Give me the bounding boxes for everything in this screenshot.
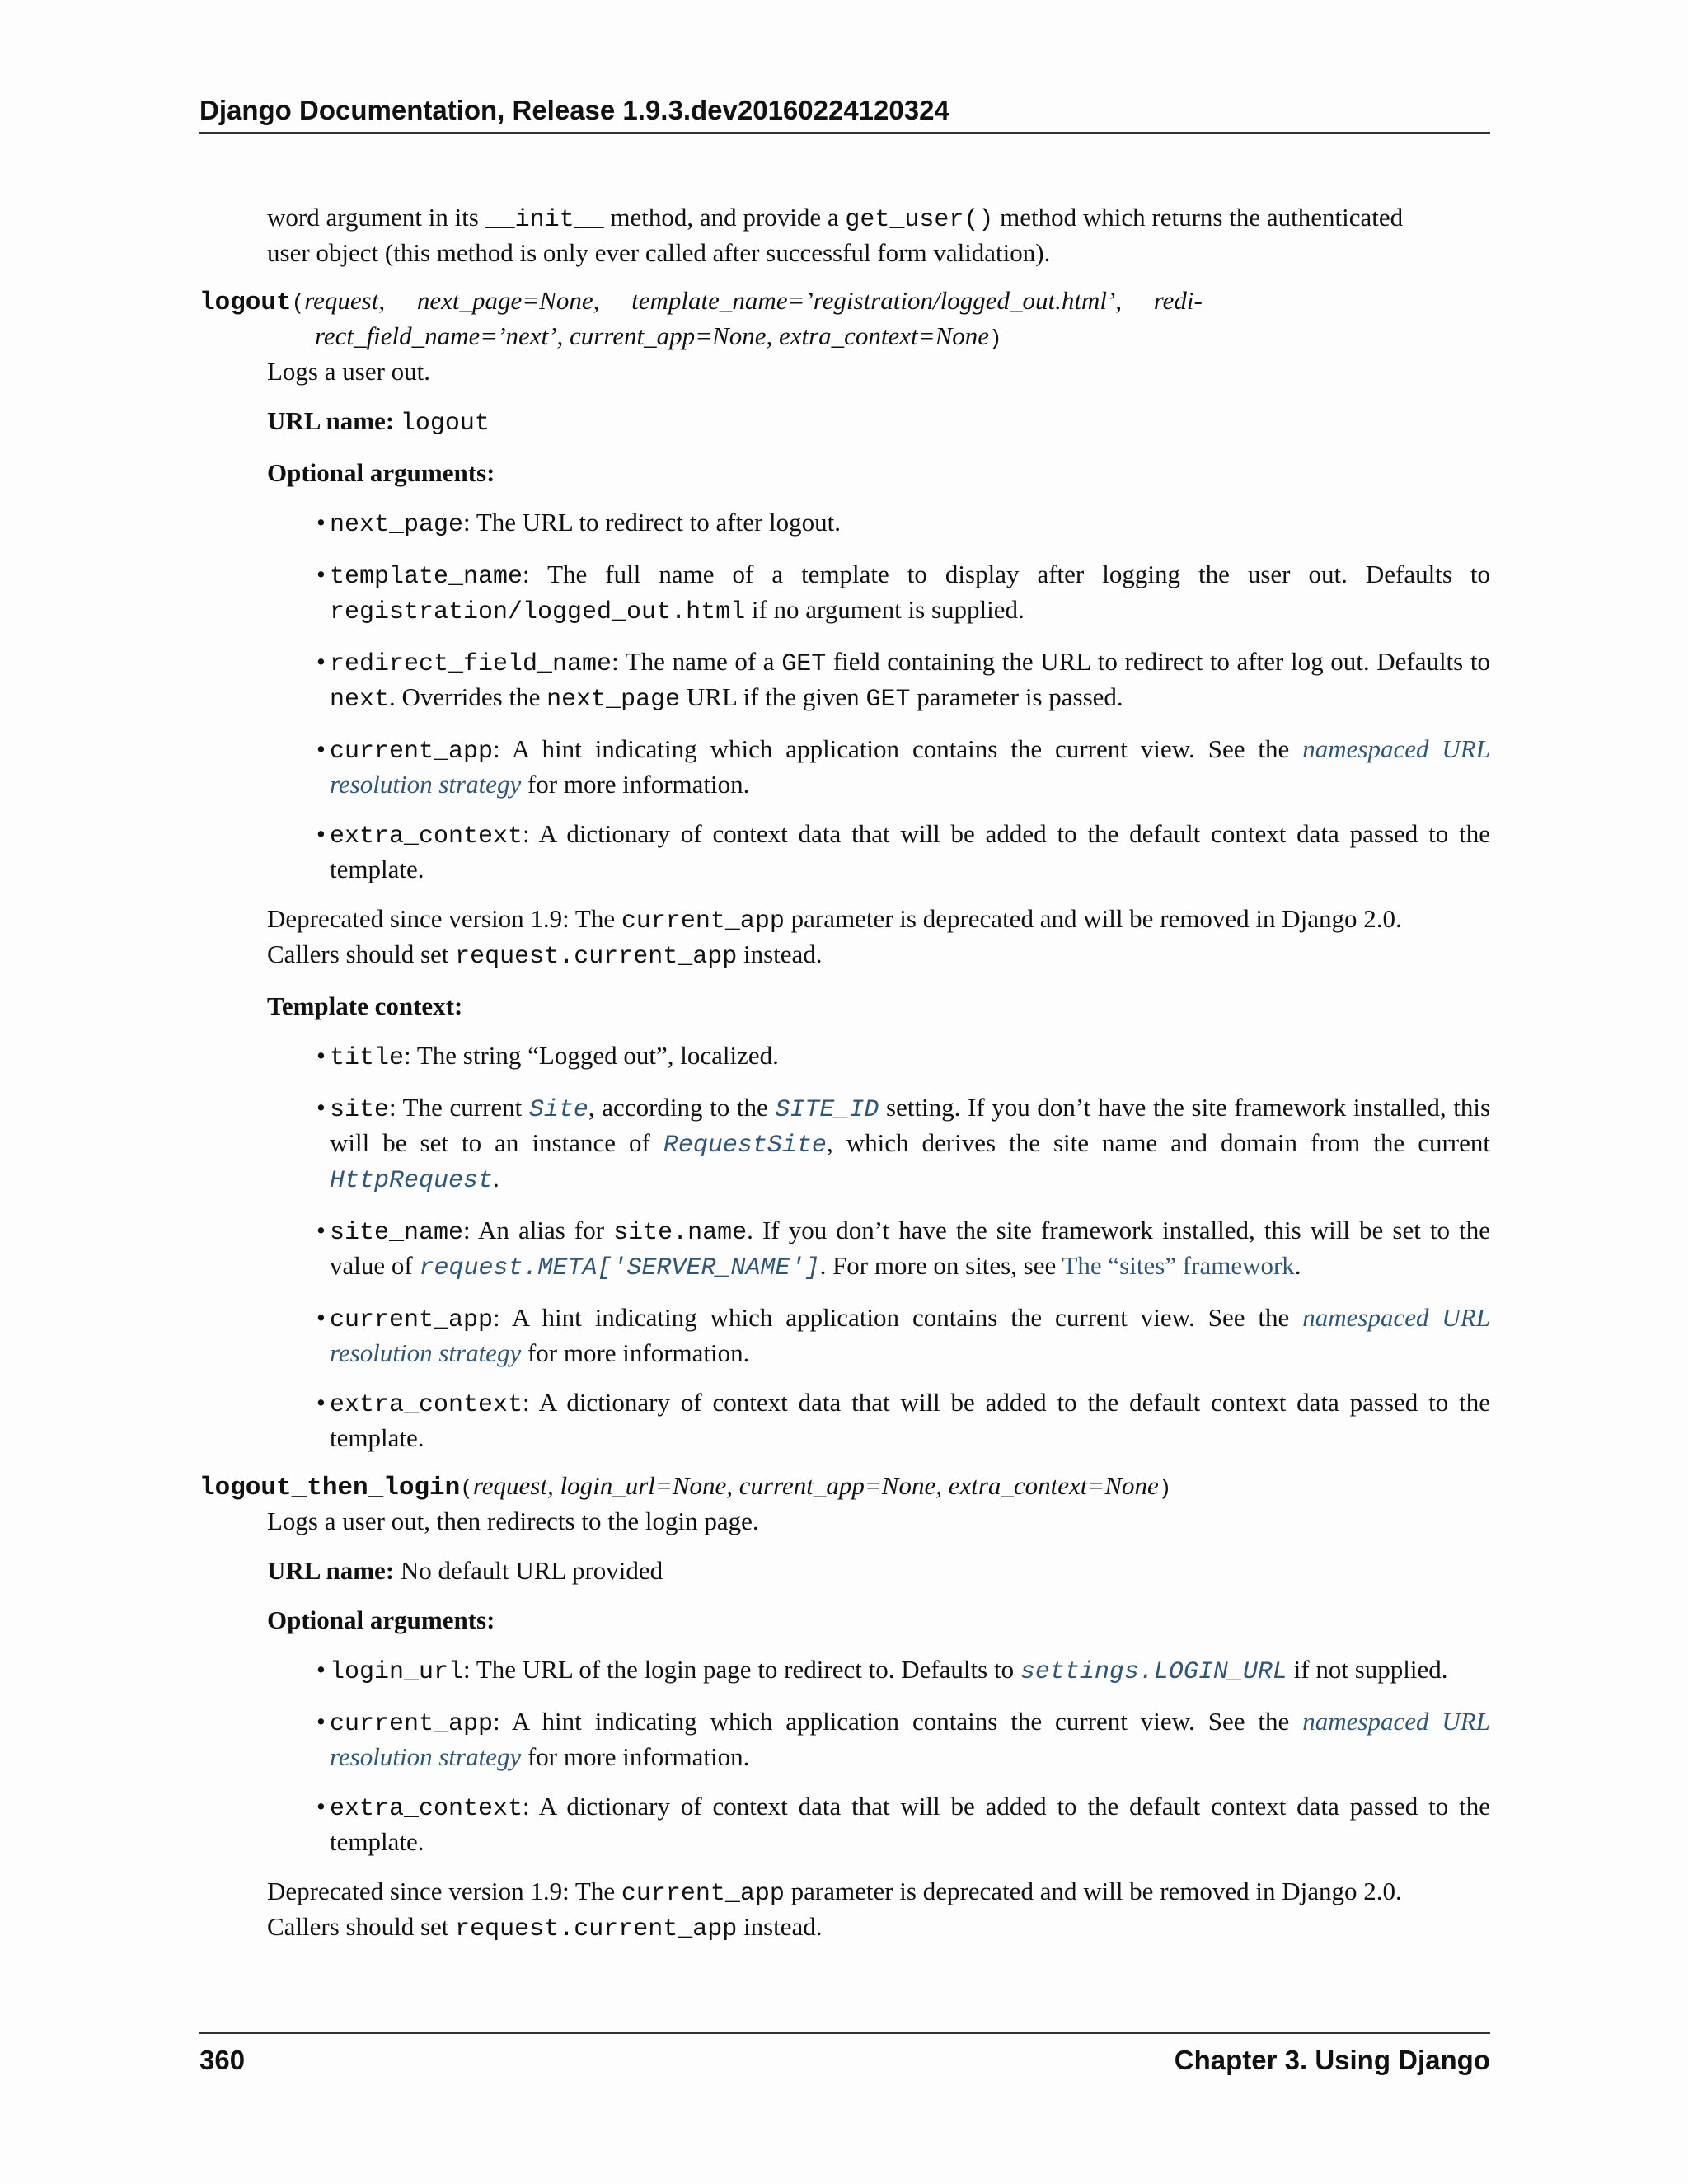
- logout-deprecation: Deprecated since version 1.9: The current_app parameter is deprecated and will be removed in Django 2.0. Callers should set request.current_app instead. Template context:: [267, 902, 1490, 1039]
- main-content: [199, 201, 1490, 1946]
- page-number: 360: [199, 2045, 246, 2075]
- function-params: request, next_page=None, template_name=’registration/logged_out.html’, redi-: [304, 286, 1203, 315]
- site-id-link[interactable]: SITE_ID: [775, 1096, 879, 1124]
- namespaced-url-link[interactable]: namespaced URL resolution strategy: [330, 1303, 1490, 1367]
- namespaced-url-link[interactable]: namespaced URL resolution strategy: [330, 734, 1490, 799]
- http-request-link[interactable]: HttpRequest: [330, 1167, 494, 1195]
- list-item: • login_url: The URL of the login page to redirect to. Defaults to settings.LOGIN_URL if not supplied.: [316, 1653, 1490, 1689]
- url-name: URL name: logout: [267, 406, 490, 438]
- namespaced-url-link[interactable]: namespaced URL resolution strategy: [330, 1707, 1490, 1771]
- list-item: • current_app: A hint indicating which application contains the current view. See the namespaced URL resolution strategy for more information.: [316, 733, 1490, 801]
- logout-then-login-signature: logout_then_login(request, login_url=None, current_app=None, extra_context=None): [199, 1471, 1172, 1502]
- optional-arguments-heading: Optional arguments:: [267, 458, 495, 487]
- logout-then-login-deprecation: Deprecated since version 1.9: The current_app parameter is deprecated and will be removed in Django 2.0. Callers should set request.current_app instead.: [267, 1877, 1402, 1943]
- template-context-heading: Template context:: [267, 991, 463, 1020]
- list-item: • current_app: A hint indicating which application contains the current view. See the namespaced URL resolution strategy for more information.: [316, 1705, 1490, 1774]
- function-name: logout_then_login: [199, 1474, 461, 1502]
- site-link[interactable]: Site: [528, 1096, 588, 1124]
- running-header: Django Documentation, Release 1.9.3.dev20160224120324: [199, 92, 1490, 134]
- list-item: • extra_context: A dictionary of context data that will be added to the default context data passed to the template.: [316, 1386, 1490, 1455]
- login-url-setting-link[interactable]: settings.LOGIN_URL: [1020, 1658, 1287, 1686]
- logout-then-login-arguments-list: [316, 1653, 1490, 1858]
- chapter-title: Chapter 3. Using Django: [1174, 2045, 1490, 2075]
- optional-arguments-heading: Optional arguments:: [267, 1605, 495, 1634]
- function-name: logout: [199, 288, 292, 317]
- list-item: • template_name: The full name of a template to display after logging the user out. Defaults to registration/logged_out.html if no argument is supplied.: [316, 558, 1490, 629]
- list-item: • current_app: A hint indicating which application contains the current view. See the namespaced URL resolution strategy for more information.: [316, 1301, 1490, 1370]
- sites-framework-link[interactable]: The “sites” framework: [1062, 1251, 1295, 1280]
- template-context-list: [316, 1039, 1490, 1455]
- intro-paragraph: word argument in its __init__ method, and provide a get_user() method which returns the authenticated user object (this method is only ever called after successful form validation).: [267, 203, 1404, 267]
- list-item: • next_page: The URL to redirect to after logout.: [316, 506, 1490, 541]
- function-params: request, login_url=None, current_app=None, extra_context=None: [472, 1471, 1159, 1500]
- list-item: • title: The string “Logged out”, localized.: [316, 1039, 1490, 1075]
- list-item: • extra_context: A dictionary of context data that will be added to the default context data passed to the template.: [316, 1790, 1490, 1858]
- list-item: • extra_context: A dictionary of context data that will be added to the default context data passed to the template.: [316, 818, 1490, 886]
- url-name: URL name: No default URL provided: [267, 1556, 663, 1585]
- logout-arguments-list: [316, 506, 1490, 886]
- logout-then-login-body: Logs a user out, then redirects to the login page. URL name: No default URL provided Optional arguments:: [267, 1505, 1490, 1653]
- list-item: • site_name: An alias for site.name. If you don’t have the site framework installed, this will be set to the value of request.META['SERVER_NAME']. For more on sites, see The “sites” framework.: [316, 1214, 1490, 1285]
- running-footer: [199, 2032, 1490, 2079]
- logout-signature: logout(request, next_page=None, template_name=’registration/logged_out.html’, redi- rect_field_name=’next’, current_app=None, extra_context=None): [199, 286, 1203, 351]
- logout-body: [267, 355, 1490, 506]
- list-item: • redirect_field_name: The name of a GET field containing the URL to redirect to after log out. Defaults to next. Overrides the next_page URL if the given GET parameter is passed.: [316, 645, 1490, 716]
- list-item: • site: The current Site, according to the SITE_ID setting. If you don’t have the site framework installed, this will be set to an instance of RequestSite, which derives the site name and domain from the current HttpRequest.: [316, 1091, 1490, 1197]
- request-site-link[interactable]: RequestSite: [663, 1132, 827, 1160]
- server-name-link[interactable]: request.META['SERVER_NAME']: [419, 1254, 820, 1282]
- logout-description: Logs a user out.: [267, 357, 431, 386]
